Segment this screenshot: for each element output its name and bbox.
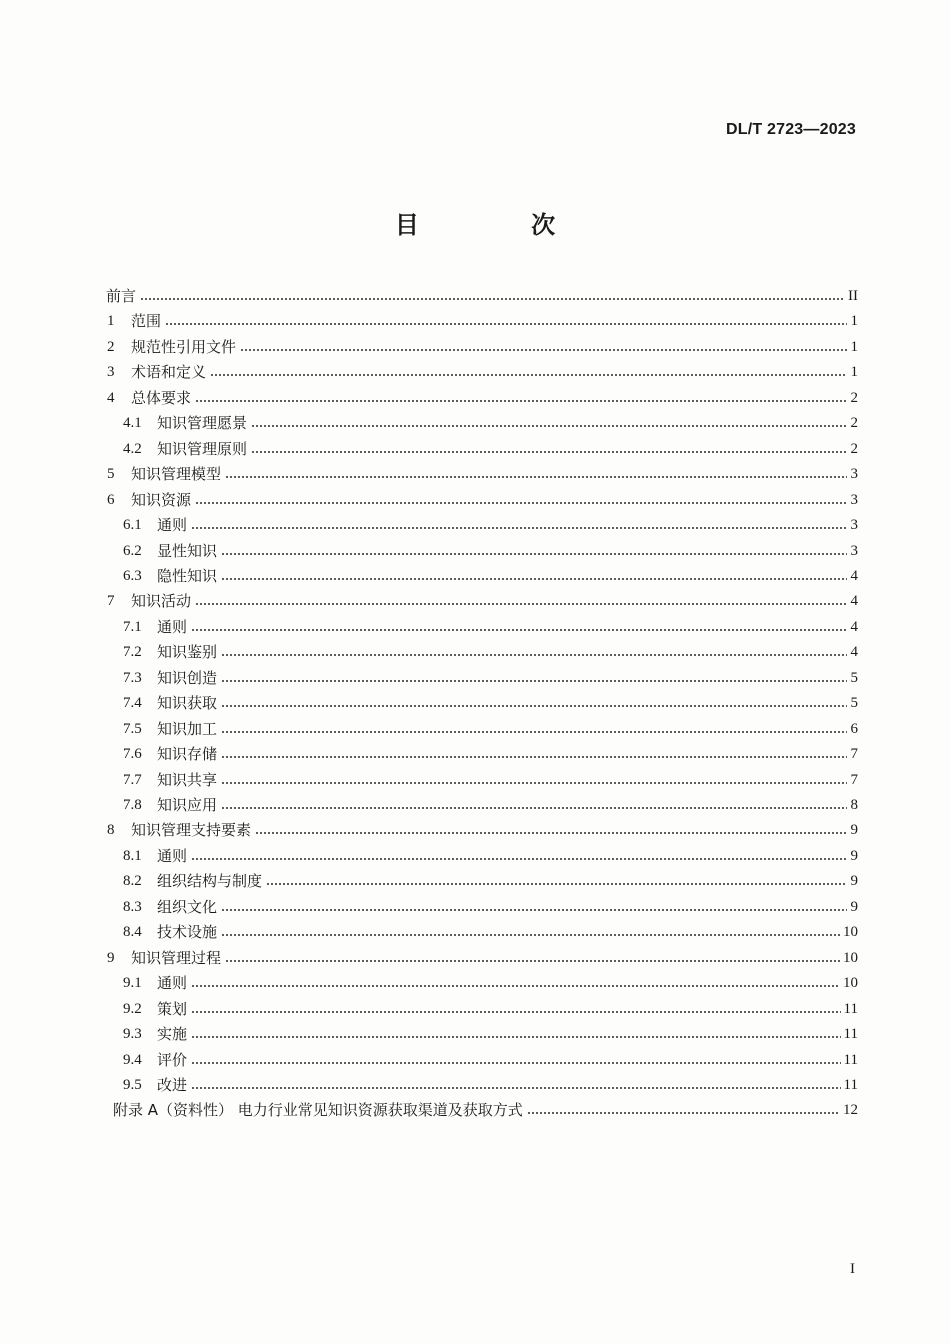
toc-dot-leader bbox=[191, 858, 847, 860]
toc-entry-page: II bbox=[848, 288, 858, 304]
page-title: 目 次 bbox=[394, 211, 608, 239]
toc-dot-leader bbox=[240, 349, 847, 351]
toc-entry-page: 12 bbox=[843, 1102, 858, 1118]
toc-entry-number: 8 bbox=[107, 822, 115, 838]
toc-dot-leader bbox=[191, 629, 847, 631]
toc-entry[interactable] bbox=[123, 845, 858, 867]
toc-entry[interactable] bbox=[123, 540, 858, 562]
toc-entry-page: 6 bbox=[850, 721, 858, 737]
toc-entry-title: 知识活动 bbox=[131, 592, 192, 610]
toc-entry-title: 知识鉴别 bbox=[157, 643, 218, 661]
toc-dot-leader bbox=[221, 578, 847, 580]
toc-entry-number: 5 bbox=[107, 466, 115, 482]
toc-entry-page: 2 bbox=[850, 441, 858, 457]
toc-dot-leader bbox=[191, 1087, 841, 1089]
toc-entry-title: 知识管理愿景 bbox=[157, 414, 248, 432]
toc-dot-leader bbox=[221, 756, 847, 758]
toc-dot-leader bbox=[221, 909, 847, 911]
toc-entry-page: 11 bbox=[843, 1001, 858, 1017]
toc-entry-number: 9.4 bbox=[123, 1052, 142, 1068]
toc-entry-number: 8.1 bbox=[123, 848, 142, 864]
toc-entry-title: 知识存储 bbox=[157, 745, 218, 763]
toc-entry-page: 5 bbox=[850, 670, 858, 686]
toc-entry-page: 11 bbox=[843, 1077, 858, 1093]
toc-entry-number: 1 bbox=[107, 313, 115, 329]
toc-entry-number: 6 bbox=[107, 492, 115, 508]
toc-entry-title: 知识获取 bbox=[157, 694, 218, 712]
toc-entry-number: 8.2 bbox=[123, 873, 142, 889]
toc-dot-leader bbox=[165, 323, 847, 325]
toc-entry-page: 1 bbox=[850, 339, 858, 355]
toc-dot-leader bbox=[221, 705, 847, 707]
toc-entry-title: 知识管理原则 bbox=[157, 440, 248, 458]
toc-dot-leader bbox=[191, 527, 847, 529]
toc-entry[interactable] bbox=[107, 489, 858, 511]
toc-dot-leader bbox=[221, 654, 847, 656]
toc-dot-leader bbox=[195, 603, 847, 605]
toc-entry-title: 改进 bbox=[157, 1076, 188, 1094]
toc-dot-leader bbox=[191, 1036, 841, 1038]
toc-entry-page: 5 bbox=[850, 695, 858, 711]
toc-entry[interactable] bbox=[123, 412, 858, 434]
page-number: I bbox=[850, 1261, 855, 1277]
toc-entry-page: 1 bbox=[850, 364, 858, 380]
toc-entry-title: 技术设施 bbox=[157, 923, 218, 941]
toc-dot-leader bbox=[225, 960, 840, 962]
toc-entry[interactable] bbox=[123, 514, 858, 536]
toc-entry-page: 10 bbox=[843, 924, 858, 940]
toc-entry[interactable] bbox=[123, 743, 858, 765]
toc-entry-number: 7.2 bbox=[123, 644, 142, 660]
toc-entry-page: 3 bbox=[850, 543, 858, 559]
toc-entry-page: 9 bbox=[850, 822, 858, 838]
toc-entry[interactable] bbox=[107, 819, 858, 841]
toc-dot-leader bbox=[251, 425, 847, 427]
toc-entry[interactable] bbox=[123, 438, 858, 460]
toc-dot-leader bbox=[195, 400, 847, 402]
toc-entry-title: 知识应用 bbox=[157, 796, 218, 814]
toc-entry-page: 9 bbox=[850, 873, 858, 889]
toc-entry-number: 8.4 bbox=[123, 924, 142, 940]
toc-entry[interactable] bbox=[106, 285, 858, 307]
toc-dot-leader bbox=[255, 832, 847, 834]
toc-entry[interactable] bbox=[107, 336, 858, 358]
toc-entry-page: 2 bbox=[850, 390, 858, 406]
toc-entry[interactable] bbox=[107, 590, 858, 612]
toc-entry-title: 通则 bbox=[157, 618, 188, 636]
toc-entry-title: 策划 bbox=[157, 1000, 188, 1018]
toc-entry-title: 通则 bbox=[157, 974, 188, 992]
toc-entry[interactable] bbox=[123, 998, 858, 1020]
toc-entry-title: 知识资源 bbox=[131, 491, 192, 509]
toc-entry-title: 知识加工 bbox=[157, 720, 218, 738]
toc-entry-number: 4.2 bbox=[123, 441, 142, 457]
toc-dot-leader bbox=[221, 731, 847, 733]
toc-entry-page: 3 bbox=[850, 466, 858, 482]
toc-dot-leader bbox=[191, 1011, 841, 1013]
toc-entry[interactable] bbox=[123, 896, 858, 918]
toc-entry-page: 11 bbox=[843, 1026, 858, 1042]
toc-entry-page: 7 bbox=[850, 772, 858, 788]
toc-entry-title: 组织文化 bbox=[157, 898, 218, 916]
toc-entry-number: 9.5 bbox=[123, 1077, 142, 1093]
toc-entry-page: 10 bbox=[843, 975, 858, 991]
toc-entry-title: 隐性知识 bbox=[157, 567, 218, 585]
toc-entry[interactable] bbox=[123, 616, 858, 638]
toc-entry[interactable] bbox=[123, 972, 858, 994]
toc-dot-leader bbox=[266, 883, 847, 885]
toc-entry-number: 8.3 bbox=[123, 899, 142, 915]
toc-entry-number: 6.1 bbox=[123, 517, 142, 533]
toc-dot-leader bbox=[221, 934, 840, 936]
toc-entry[interactable] bbox=[107, 310, 858, 332]
toc-entry-number: 6.2 bbox=[123, 543, 142, 559]
toc-entry[interactable] bbox=[123, 794, 858, 816]
toc-entry[interactable] bbox=[113, 1099, 858, 1121]
toc-entry-number: 2 bbox=[107, 339, 115, 355]
toc-entry[interactable] bbox=[107, 387, 858, 409]
toc-entry-number: 7.3 bbox=[123, 670, 142, 686]
toc-entry-number: 6.3 bbox=[123, 568, 142, 584]
toc-entry-number: 9.3 bbox=[123, 1026, 142, 1042]
toc-entry-title: 通则 bbox=[157, 847, 188, 865]
toc-entry-title: 知识创造 bbox=[157, 669, 218, 687]
toc-entry-number: 9.1 bbox=[123, 975, 142, 991]
toc-entry-page: 3 bbox=[850, 492, 858, 508]
toc-entry-number: 7.8 bbox=[123, 797, 142, 813]
toc-dot-leader bbox=[191, 985, 840, 987]
toc-entry-number: 7.5 bbox=[123, 721, 142, 737]
toc-entry-page: 4 bbox=[850, 644, 858, 660]
document-header-code: DL/T 2723—2023 bbox=[726, 121, 856, 138]
toc-entry-number: 4.1 bbox=[123, 415, 142, 431]
toc-entry[interactable] bbox=[123, 921, 858, 943]
toc-dot-leader bbox=[221, 553, 847, 555]
toc-entry-page: 4 bbox=[850, 568, 858, 584]
toc-entry-page: 8 bbox=[850, 797, 858, 813]
toc-dot-leader bbox=[191, 1062, 841, 1064]
toc-entry-number: 7.6 bbox=[123, 746, 142, 762]
toc-entry-page: 9 bbox=[850, 848, 858, 864]
toc-entry-title: 评价 bbox=[157, 1051, 188, 1069]
toc-entry-page: 10 bbox=[843, 950, 858, 966]
toc-entry-page: 11 bbox=[843, 1052, 858, 1068]
toc-dot-leader bbox=[210, 374, 847, 376]
toc-dot-leader bbox=[527, 1112, 840, 1114]
toc-entry-title: 总体要求 bbox=[131, 389, 192, 407]
toc-entry-page: 3 bbox=[850, 517, 858, 533]
toc-entry[interactable] bbox=[123, 1074, 858, 1096]
toc-entry-page: 2 bbox=[850, 415, 858, 431]
toc-entry[interactable] bbox=[107, 361, 858, 383]
toc-entry-title: 知识管理支持要素 bbox=[131, 821, 252, 839]
toc-entry-page: 9 bbox=[850, 899, 858, 915]
toc-entry[interactable] bbox=[107, 947, 858, 969]
toc-entry-number: 7 bbox=[107, 593, 115, 609]
toc-dot-leader bbox=[251, 451, 847, 453]
toc-entry-title: 显性知识 bbox=[157, 542, 218, 560]
toc-entry-title: 附录 A（资料性） 电力行业常见知识资源获取渠道及获取方式 bbox=[113, 1101, 523, 1119]
toc-entry-number: 4 bbox=[107, 390, 115, 406]
toc-entry-page: 4 bbox=[850, 593, 858, 609]
toc-entry-number: 7.7 bbox=[123, 772, 142, 788]
toc-dot-leader bbox=[221, 807, 847, 809]
toc-dot-leader bbox=[195, 502, 847, 504]
toc-entry[interactable] bbox=[123, 565, 858, 587]
toc-entry-title: 通则 bbox=[157, 516, 188, 534]
toc-dot-leader bbox=[221, 680, 847, 682]
toc-dot-leader bbox=[140, 298, 845, 300]
toc-dot-leader bbox=[225, 476, 847, 478]
toc-dot-leader bbox=[221, 782, 847, 784]
toc-entry-title: 前言 bbox=[106, 287, 137, 305]
toc-entry-page: 7 bbox=[850, 746, 858, 762]
toc-entry-title: 范围 bbox=[131, 312, 162, 330]
toc-entry-title: 知识管理过程 bbox=[131, 949, 222, 967]
toc-entry[interactable] bbox=[107, 463, 858, 485]
toc-entry[interactable] bbox=[123, 769, 858, 791]
toc-entry-number: 3 bbox=[107, 364, 115, 380]
toc-entry-number: 9 bbox=[107, 950, 115, 966]
toc-entry-number: 9.2 bbox=[123, 1001, 142, 1017]
toc-entry[interactable] bbox=[123, 641, 858, 663]
toc-entry-title: 组织结构与制度 bbox=[157, 872, 263, 890]
toc-entry-number: 7.1 bbox=[123, 619, 142, 635]
toc-entry-number: 7.4 bbox=[123, 695, 142, 711]
toc-entry-page: 1 bbox=[850, 313, 858, 329]
toc-entry-title: 知识共享 bbox=[157, 771, 218, 789]
toc-entry[interactable] bbox=[123, 692, 858, 714]
toc-entry[interactable] bbox=[123, 667, 858, 689]
toc-entry[interactable] bbox=[123, 718, 858, 740]
toc-entry[interactable] bbox=[123, 870, 858, 892]
toc-entry-page: 4 bbox=[850, 619, 858, 635]
toc-entry-title: 规范性引用文件 bbox=[131, 338, 237, 356]
toc-entry-title: 实施 bbox=[157, 1025, 188, 1043]
toc-entry-title: 术语和定义 bbox=[131, 363, 207, 381]
toc-entry-title: 知识管理模型 bbox=[131, 465, 222, 483]
toc-entry[interactable] bbox=[123, 1049, 858, 1071]
toc-entry[interactable] bbox=[123, 1023, 858, 1045]
